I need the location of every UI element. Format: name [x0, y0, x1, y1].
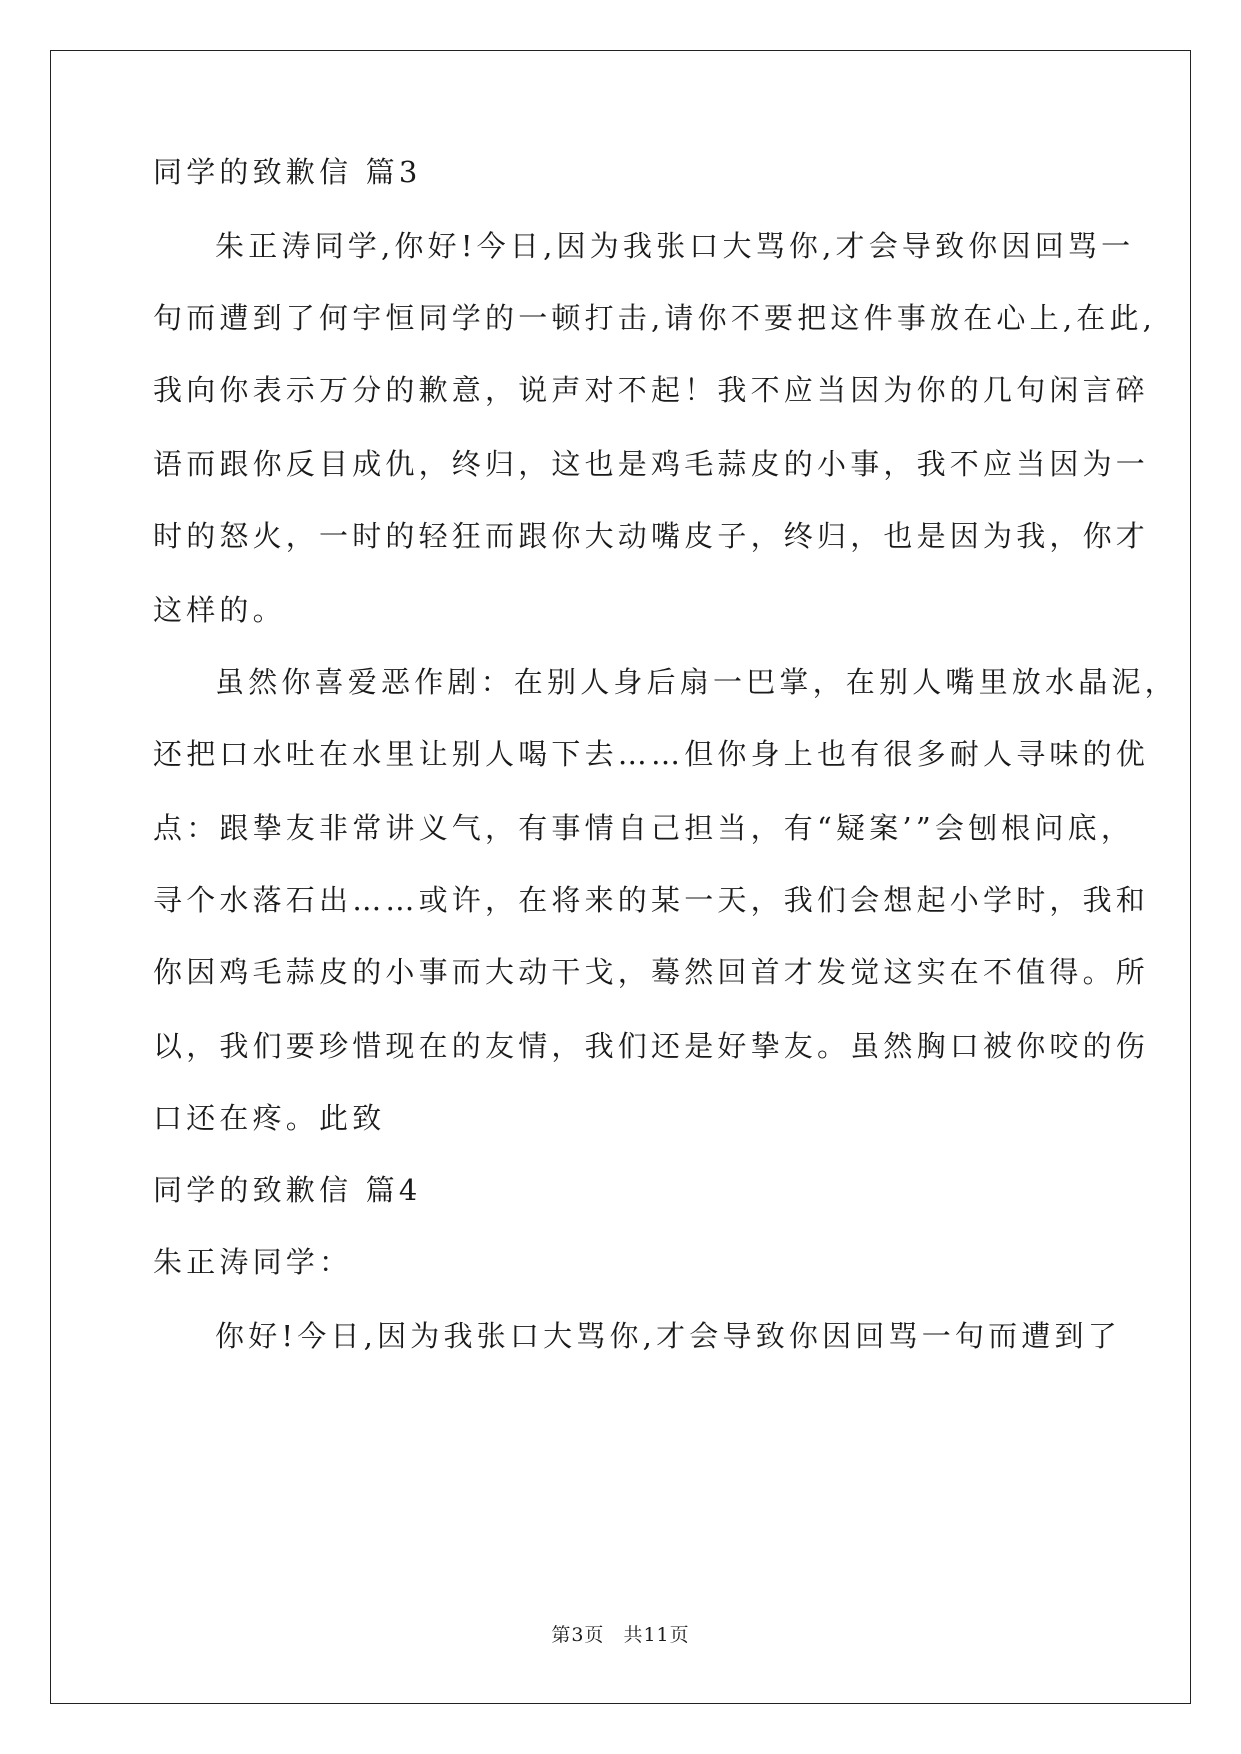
page-total: 共11页 [623, 1624, 690, 1646]
section-heading: 同学的致歉信 篇3 [153, 155, 422, 189]
page-footer [0, 1620, 1241, 1647]
paragraph-line: 以，我们要珍惜现在的友情，我们还是好挚友。虽然胸口被你咬的伤 [153, 1029, 1150, 1063]
paragraph-line: 这样的。 [153, 593, 286, 627]
page-number: 第3页 [551, 1624, 605, 1646]
paragraph-line: 时的怒火，一时的轻狂而跟你大动嘴皮子，终归，也是因为我，你才 [153, 519, 1150, 553]
paragraph-line: 我向你表示万分的歉意，说声对不起！我不应当因为你的几句闲言碎 [153, 373, 1150, 407]
paragraph-line: 你因鸡毛蒜皮的小事而大动干戈，蓦然回首才发觉这实在不值得。所 [153, 955, 1150, 989]
paragraph-line: 语而跟你反目成仇，终归，这也是鸡毛蒜皮的小事，我不应当因为一 [153, 447, 1150, 481]
paragraph-line: 句而遭到了何宇恒同学的一顿打击,请你不要把这件事放在心上,在此, [153, 301, 1157, 335]
paragraph-line: 点：跟挚友非常讲义气，有事情自己担当，有“疑案’”会刨根问底， [153, 811, 1135, 845]
paragraph-line: 还把口水吐在水里让别人喝下去……但你身上也有很多耐人寻味的优 [153, 737, 1150, 771]
paragraph-line: 口还在疼。此致 [153, 1101, 386, 1135]
paragraph-line: 你好!今日,因为我张口大骂你,才会导致你因回骂一句而遭到了 [215, 1319, 1121, 1353]
section-heading: 同学的致歉信 篇4 [153, 1173, 422, 1207]
paragraph-line: 虽然你喜爱恶作剧：在别人身后扇一巴掌，在别人嘴里放水晶泥， [215, 665, 1178, 699]
salutation: 朱正涛同学： [153, 1245, 353, 1279]
paragraph-line: 寻个水落石出……或许，在将来的某一天，我们会想起小学时，我和 [153, 883, 1150, 917]
paragraph-line: 朱正涛同学,你好!今日,因为我张口大骂你,才会导致你因回骂一 [215, 229, 1135, 263]
